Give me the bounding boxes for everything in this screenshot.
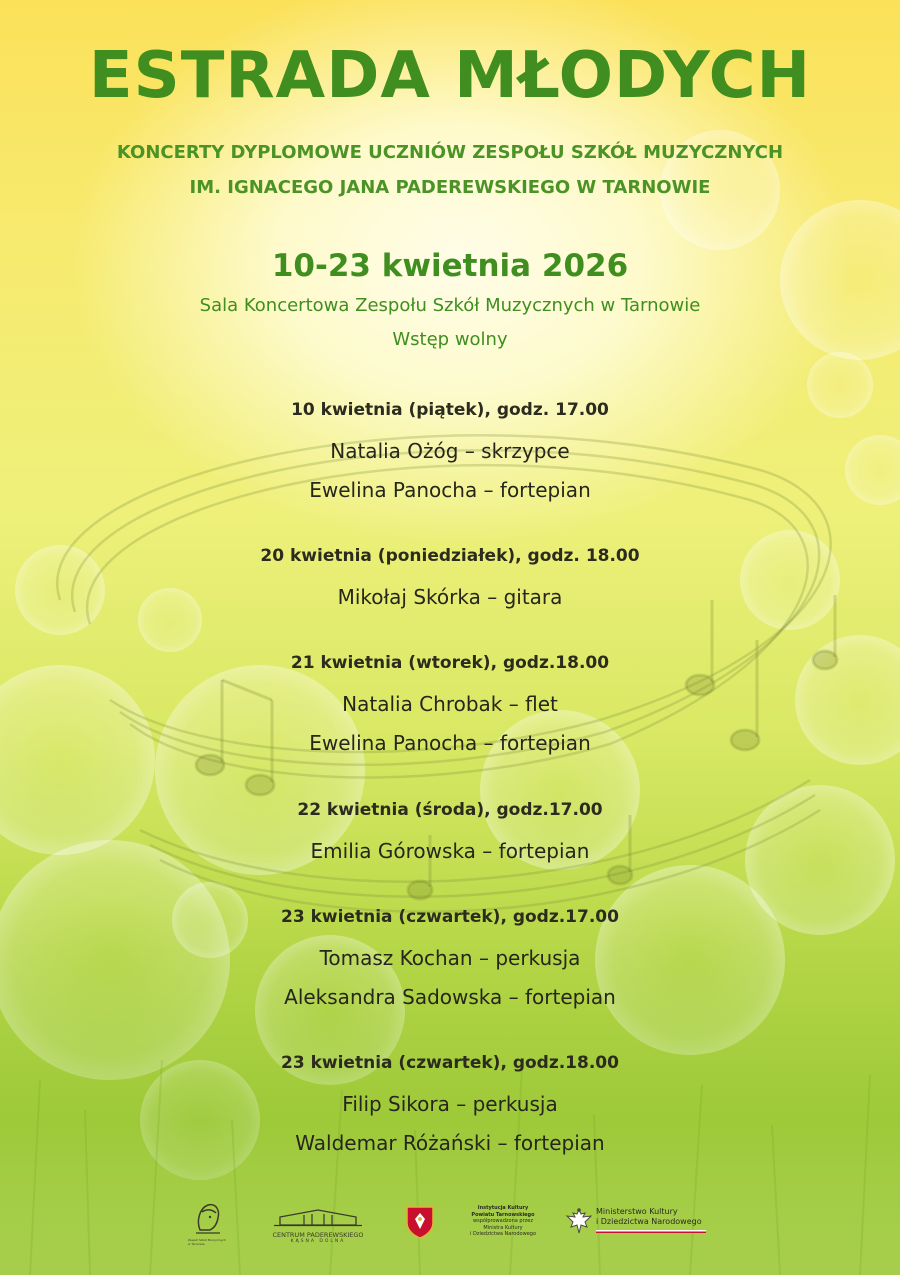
ministry-logo <box>565 1207 715 1241</box>
centrum-place: KĄSNA DOLNA <box>290 1239 346 1244</box>
concert-date-time: 10 kwietnia (piątek), godz. 17.00 <box>291 400 609 420</box>
performer: Ewelina Panocha – fortepian <box>309 477 591 502</box>
school-logo-caption: Zespół Szkół Muzycznych w Tarnowie <box>188 1238 227 1246</box>
venue: Sala Koncertowa Zespołu Szkół Muzycznych w Tarnowie <box>199 295 701 316</box>
concert-block <box>0 399 900 509</box>
concert-block <box>0 1052 900 1162</box>
admission-info: Wstęp wolny <box>392 329 508 350</box>
manor-house-icon <box>270 1207 366 1227</box>
poster-title: ESTRADA MŁODYCH <box>88 39 812 113</box>
institution-note <box>468 1205 538 1241</box>
institution-note-line: i Dziedzictwa Narodowego <box>470 1231 536 1237</box>
school-logo <box>188 1200 228 1245</box>
performer: Aleksandra Sadowska – fortepian <box>284 984 616 1009</box>
institution-note-line: współprowadzona przez <box>473 1218 533 1224</box>
performer: Natalia Ożóg – skrzypce <box>330 439 570 463</box>
ministry-flag-bar <box>596 1230 706 1233</box>
performer: Mikołaj Skórka – gitara <box>337 585 563 609</box>
centrum-paderewskiego-logo <box>270 1207 366 1243</box>
ministry-text <box>596 1207 716 1233</box>
concert-block <box>0 906 900 1016</box>
performer: Natalia Chrobak – flet <box>342 692 558 716</box>
ministry-line-2: i Dziedzictwa Narodowego <box>596 1217 702 1226</box>
concert-block <box>0 545 900 617</box>
performer: Ewelina Panocha – fortepian <box>309 730 591 755</box>
coat-of-arms-icon <box>405 1205 435 1239</box>
concert-block <box>0 799 900 871</box>
concert-block <box>0 652 900 762</box>
ministry-line-1: Ministerstwo Kultury <box>596 1207 678 1216</box>
centrum-name: CENTRUM PADEREWSKIEGO <box>272 1231 364 1239</box>
paderewski-portrait-icon <box>188 1200 228 1234</box>
institution-note-line: Powiatu Tarnowskiego <box>471 1211 535 1218</box>
performer: Tomasz Kochan – perkusja <box>319 946 581 970</box>
concert-date-time: 22 kwietnia (środa), godz.17.00 <box>297 800 603 820</box>
powiat-crest <box>405 1205 435 1239</box>
subtitle-line-1: KONCERTY DYPLOMOWE UCZNIÓW ZESPOŁU SZKÓŁ MUZYCZNYCH <box>116 142 784 163</box>
concert-date-time: 23 kwietnia (czwartek), godz.18.00 <box>281 1053 619 1073</box>
institution-note-line: Ministra Kultury <box>483 1224 523 1231</box>
performer: Waldemar Różański – fortepian <box>295 1130 605 1155</box>
event-date-range: 10-23 kwietnia 2026 <box>271 248 629 284</box>
concert-date-time: 23 kwietnia (czwartek), godz.17.00 <box>281 907 619 927</box>
concert-date-time: 21 kwietnia (wtorek), godz.18.00 <box>290 653 610 673</box>
performer: Emilia Górowska – fortepian <box>310 839 590 863</box>
performer: Filip Sikora – perkusja <box>342 1092 558 1116</box>
concert-date-time: 20 kwietnia (poniedziałek), godz. 18.00 <box>260 546 640 566</box>
subtitle-line-2: IM. IGNACEGO JANA PADEREWSKIEGO W TARNOWIE <box>189 177 711 198</box>
polish-eagle-icon <box>565 1207 593 1237</box>
institution-note-line: Instytucja Kultury <box>477 1205 529 1211</box>
sponsor-logos <box>0 1195 900 1245</box>
